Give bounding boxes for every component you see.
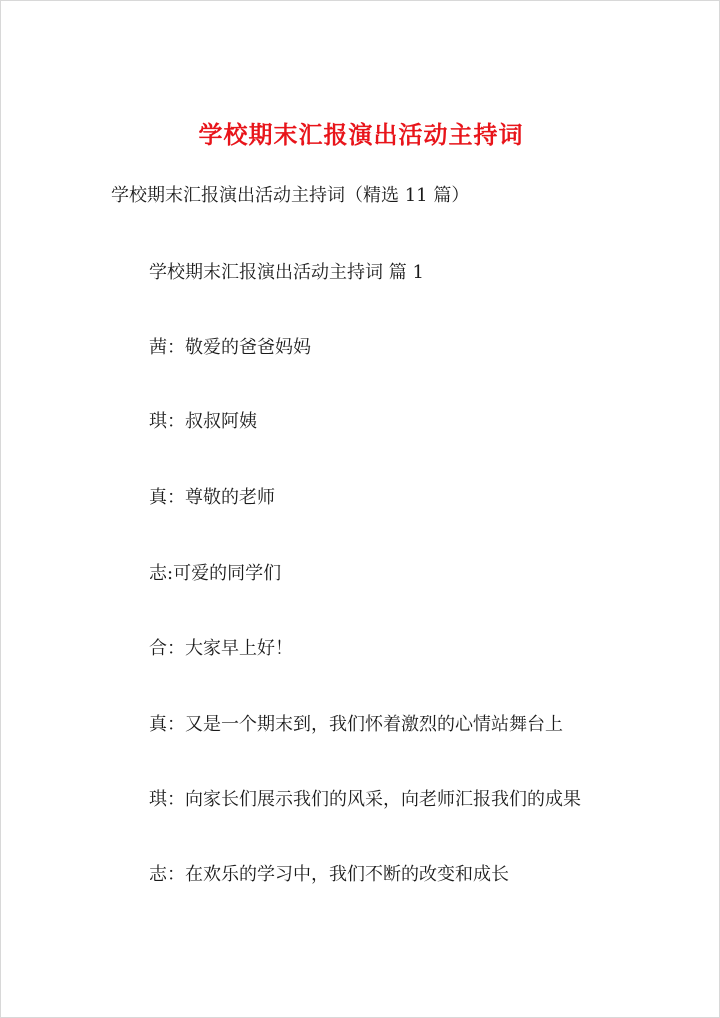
document-title: 学校期末汇报演出活动主持词 [198, 120, 524, 149]
script-line: 合：大家早上好！ [149, 638, 293, 659]
script-line: 志:可爱的同学们 [149, 563, 282, 584]
script-line: 真：尊敬的老师 [149, 487, 275, 508]
script-line: 真：又是一个期末到，我们怀着激烈的心情站舞台上 [149, 714, 563, 735]
script-line: 志：在欢乐的学习中，我们不断的改变和成长 [149, 864, 509, 885]
document-subtitle: 学校期末汇报演出活动主持词（精选 11 篇） [111, 185, 470, 206]
script-line: 琪：向家长们展示我们的风采，向老师汇报我们的成果 [149, 789, 581, 810]
section-heading: 学校期末汇报演出活动主持词 篇 1 [149, 262, 424, 283]
script-line: 琪：叔叔阿姨 [149, 411, 257, 432]
script-line: 茜：敬爱的爸爸妈妈 [149, 337, 311, 358]
